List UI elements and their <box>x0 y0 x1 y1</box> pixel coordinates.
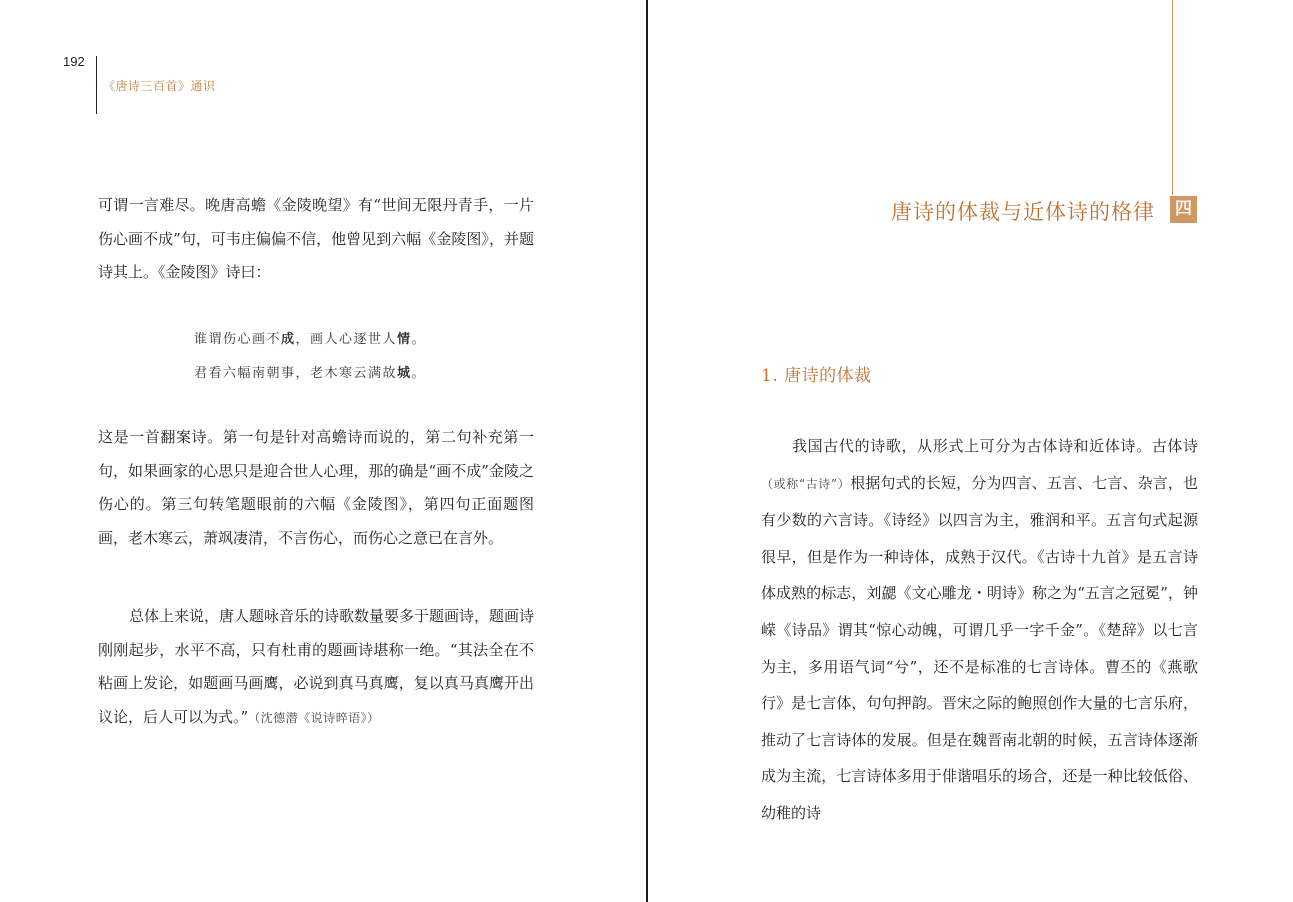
summary-paragraph <box>98 600 534 735</box>
poem-line-1-part: 。 <box>411 332 427 347</box>
intro-paragraph: 可谓一言难尽。晚唐高蟾《金陵晚望》有“世间无限丹青手，一片伤心画不成”句，可韦庄偏偏不信，他曾见到六幅《金陵图》，并题诗其上。《金陵图》诗曰： <box>98 196 534 281</box>
poem-line-2-part: 。 <box>411 366 427 381</box>
poem-rhyme-char: 成 <box>281 332 296 347</box>
section-title: 1. 唐诗的体裁 <box>761 366 872 386</box>
chapter-number-badge: 四 <box>1170 196 1197 223</box>
poem-line-1 <box>194 328 426 347</box>
poem-rhyme-char: 城 <box>397 366 412 381</box>
body-note: （或称“古诗”） <box>761 476 851 491</box>
body-text: 我国古代的诗歌，从形式上可分为古体诗和近体诗。古体诗 <box>792 437 1198 455</box>
poem-line-2-part: 君看六幅南朝事，老木寒云满故 <box>194 366 398 381</box>
poem-line-2 <box>194 362 426 381</box>
poem-line-1-part: ，画人心逐世人 <box>295 332 398 347</box>
header-rule <box>96 56 97 114</box>
body-paragraph <box>761 428 1198 832</box>
summary-text: 总体上来说，唐人题咏音乐的诗歌数量要多于题画诗，题画诗刚刚起步，水平不高，只有杜甫的题画诗堪称一绝。“其法全在不粘画上发论，如题画马画鹰，必说到真马真鹰，复以真马真鹰开出议论，后人可以为式。” <box>98 607 535 726</box>
chapter-rule <box>1172 0 1173 195</box>
poem-rhyme-char: 情 <box>397 332 412 347</box>
book-gutter <box>646 0 648 902</box>
poem-line-1-part: 谁谓伤心画不 <box>194 332 282 347</box>
analysis-paragraph: 这是一首翻案诗。第一句是针对高蟾诗而说的，第二句补充第一句，如果画家的心思只是迎合世人心理，那的确是“画不成”金陵之伤心的。第三句转笔题眼前的六幅《金陵图》，第四句正面题图画，老木寒云，萧飒凄清，不言伤心，而伤心之意已在言外。 <box>98 428 534 547</box>
summary-source: （沈德潜《说诗晬语》） <box>248 710 380 725</box>
running-head: 《唐诗三百首》通识 <box>103 79 216 93</box>
chapter-title: 唐诗的体裁与近体诗的格律 <box>891 200 1155 224</box>
body-text: 根据句式的长短，分为四言、五言、七言、杂言，也有少数的六言诗。《诗经》以四言为主，雅润和平。五言句式起源很早，但是作为一种诗体，成熟于汉代。《古诗十九首》是五言诗体成熟的标志，刘勰《文心雕龙・明诗》称之为“五言之冠冕”，钟嵘《诗品》谓其“惊心动魄，可谓几乎一字千金”。《楚辞》以七言为主，多用语气词“兮”，还不是标准的七言诗体。曹丕的《燕歌行》是七言体，句句押韵。晋宋之际的鲍照创作大量的七言乐府，推动了七言诗体的发展。但是在魏晋南北朝的时候，五言诗体逐渐成为主流，七言诗体多用于俳谐唱乐的场合，还是一种比较低俗、幼稚的诗 <box>761 473 1198 822</box>
page-number: 192 <box>63 54 85 69</box>
